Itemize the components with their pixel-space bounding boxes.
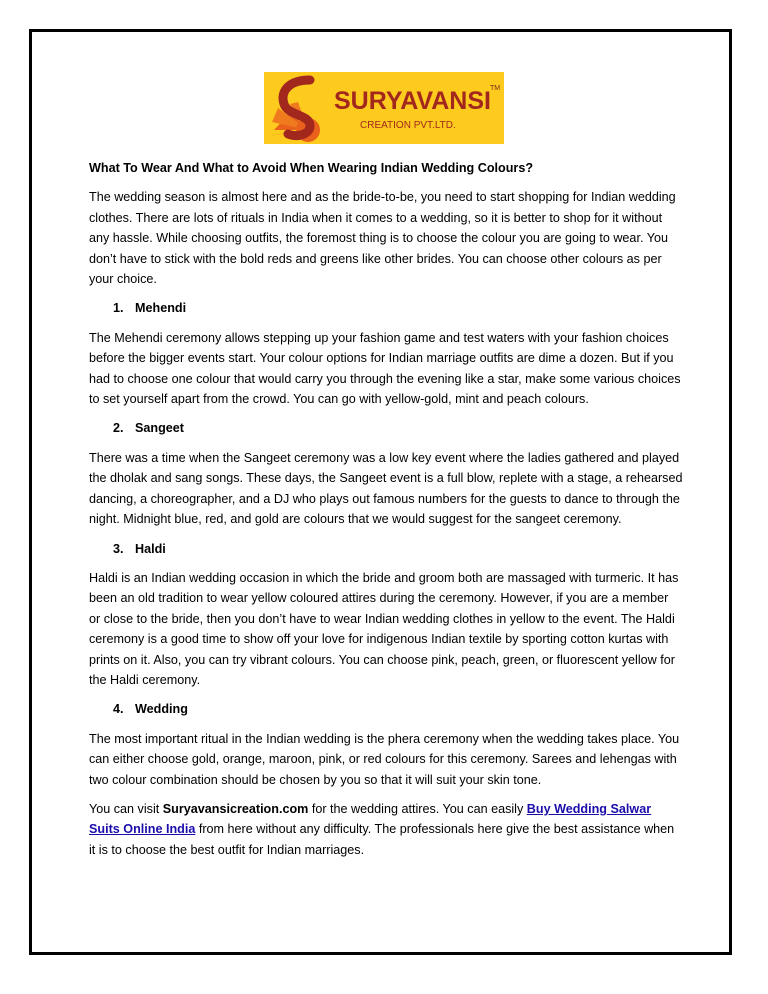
section-number: 4. (113, 702, 124, 717)
buy-salwar-suits-link[interactable]: Buy Wedding Salwar Suits Online India (89, 801, 652, 837)
brand-tagline: CREATION PVT.LTD. (360, 120, 456, 131)
section-heading-wedding (89, 699, 683, 719)
article (89, 158, 683, 869)
section-title: Haldi (135, 541, 166, 556)
site-name: Suryavansicreation.com (162, 801, 309, 816)
brand-name: SURYAVANSI (334, 87, 491, 115)
closing-middle: for the wedding attires. You can easily (308, 801, 527, 816)
section-title: Mehendi (135, 301, 187, 316)
section-heading-mehendi (89, 298, 683, 318)
section-body-mehendi: The Mehendi ceremony allows stepping up your fashion game and test waters with your fashion choices before the bigger events start. Your colour options for Indian marriage outfits are dime a dozen. But if you had to choose one colour that would carry you through the evening like a star, make some various choices to set yourself apart from the crowd. You can go with yellow-gold, mint and peach colours. (89, 330, 681, 407)
section-number: 3. (113, 541, 124, 556)
closing-paragraph (89, 799, 683, 860)
closing-suffix: from here without any difficulty. The professionals here give the best assistance when it is to choose the best outfit for Indian marriages. (89, 822, 675, 857)
section-body-haldi: Haldi is an Indian wedding occasion in which the bride and groom both are massaged with turmeric. It has been an old tradition to wear yellow coloured attires during the ceremony. However, if you are a member or close to the bride, then you don’t have to wear Indian wedding clothes in yellow to the event. The Haldi ceremony is a good time to show off your love for indigenous Indian textile by sporting cotton kurtas with prints on it. Also, you can try vibrant colours. You can choose pink, peach, green, or fluorescent yellow for the Haldi ceremony. (89, 570, 679, 687)
section-heading-sangeet (89, 418, 683, 438)
section-title: Sangeet (135, 421, 184, 436)
section-body-wedding: The most important ritual in the Indian wedding is the phera ceremony when the wedding takes place. You can either choose gold, orange, maroon, pink, or red colours for this ceremony. Sarees and lehengas with two colour combination should be chosen by you so that it will suit your skin tone. (89, 731, 680, 787)
closing-prefix: You can visit (89, 801, 163, 816)
section-heading-haldi (89, 539, 683, 559)
section-number: 1. (113, 301, 124, 316)
section-number: 2. (113, 421, 124, 436)
trademark-mark: TM (490, 85, 501, 92)
intro-paragraph: The wedding season is almost here and as the bride-to-be, you need to start shopping for Indian wedding clothes. There are lots of rituals in India when it comes to a wedding, so it is better to shop for it without any hassle. While choosing outfits, the foremost thing is to choose the colour you are going to wear. You don’t have to stick with the bold reds and greens like other brides. You can choose other colours as per your choice. (89, 190, 676, 287)
suryavansi-logo (264, 72, 504, 144)
section-title: Wedding (135, 702, 188, 717)
section-body-sangeet: There was a time when the Sangeet ceremony was a low key event where the ladies gathered and played the dholak and sang songs. These days, the Sangeet event is a full blow, replete with a stage, a rehearsed dancing, a choreographer, and a DJ who plays out famous numbers for the guests to dance to through the night. Midnight blue, red, and gold are colours that we would suggest for the sangeet ceremony. (89, 450, 683, 527)
article-title: What To Wear And What to Avoid When Wearing Indian Wedding Colours? (89, 161, 534, 175)
